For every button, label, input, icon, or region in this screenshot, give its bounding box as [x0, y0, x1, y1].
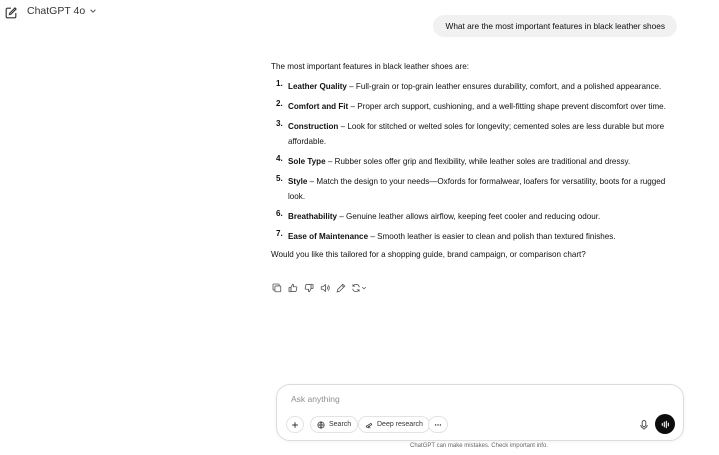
read-aloud-icon[interactable]: [319, 282, 330, 293]
deep-research-label: Deep research: [377, 421, 423, 428]
list-number: 1.: [276, 79, 283, 89]
list-number: 4.: [276, 154, 283, 164]
globe-icon: [317, 421, 325, 429]
response-outro: Would you like this tailored for a shopping guide, brand campaign, or comparison chart?: [271, 250, 586, 260]
model-selector[interactable]: [27, 5, 97, 17]
list-item: [271, 174, 681, 204]
item-title: Comfort and Fit: [288, 102, 349, 112]
plus-icon: [291, 421, 299, 429]
list-number: 6.: [276, 209, 283, 219]
assistant-response: [271, 62, 681, 260]
thumbs-up-icon[interactable]: [287, 282, 298, 293]
list-item: [271, 229, 681, 244]
item-description: – Rubber soles offer grip and flexibility, while leather soles are traditional and dressy.: [325, 157, 631, 167]
item-title: Sole Type: [288, 157, 326, 167]
deep-research-button[interactable]: [358, 416, 430, 433]
regenerate-icon[interactable]: [351, 282, 367, 293]
list-item: [271, 99, 681, 114]
message-actions: [271, 282, 367, 293]
prompt-input[interactable]: [291, 394, 631, 404]
list-number: 2.: [276, 99, 283, 109]
item-description: – Smooth leather is easier to clean and polish than textured finishes.: [368, 232, 616, 242]
copy-icon[interactable]: [271, 282, 282, 293]
list-item: [271, 79, 681, 94]
more-icon: [434, 421, 442, 429]
item-title: Ease of Maintenance: [288, 232, 369, 242]
list-item: [271, 119, 681, 149]
item-title: Leather Quality: [288, 82, 347, 92]
more-tools-button[interactable]: [428, 416, 448, 433]
item-description: – Proper arch support, cushioning, and a well-fitting shape prevent discomfort over time.: [348, 102, 666, 112]
add-attachment-button[interactable]: [286, 416, 304, 433]
model-name: ChatGPT 4o: [27, 5, 86, 17]
item-description: – Look for stitched or welted soles for longevity; cemented soles are less durable but more affordable.: [288, 122, 665, 147]
chevron-down-icon: [361, 285, 367, 291]
disclaimer-text: ChatGPT can make mistakes. Check important info.: [410, 443, 548, 449]
chevron-down-icon: [89, 7, 97, 15]
item-description: – Full-grain or top-grain leather ensures durability, comfort, and a polished appearance.: [346, 82, 662, 92]
list-number: 7.: [276, 229, 283, 239]
user-message: What are the most important features in black leather shoes: [433, 15, 677, 37]
microphone-icon[interactable]: [638, 418, 650, 430]
audio-waveform-icon: [660, 419, 671, 430]
voice-mode-button[interactable]: [655, 414, 675, 434]
new-chat-icon[interactable]: [4, 6, 18, 20]
list-number: 3.: [276, 119, 283, 129]
telescope-icon: [365, 421, 373, 429]
item-title: Construction: [288, 122, 339, 132]
thumbs-down-icon[interactable]: [303, 282, 314, 293]
feature-list: [271, 79, 681, 244]
list-number: 5.: [276, 174, 283, 184]
item-description: – Genuine leather allows airflow, keeping feet cooler and reducing odour.: [337, 212, 601, 222]
list-item: [271, 209, 681, 224]
search-label: Search: [329, 421, 352, 428]
item-description: – Match the design to your needs—Oxfords for formalwear, loafers for versatility, boots for a rugged look.: [288, 177, 666, 202]
item-title: Breathability: [288, 212, 338, 222]
item-title: Style: [288, 177, 308, 187]
search-button[interactable]: [310, 416, 358, 433]
edit-icon[interactable]: [335, 282, 346, 293]
chat-composer: [276, 384, 684, 441]
list-item: [271, 154, 681, 169]
response-intro: The most important features in black leather shoes are:: [271, 62, 469, 71]
